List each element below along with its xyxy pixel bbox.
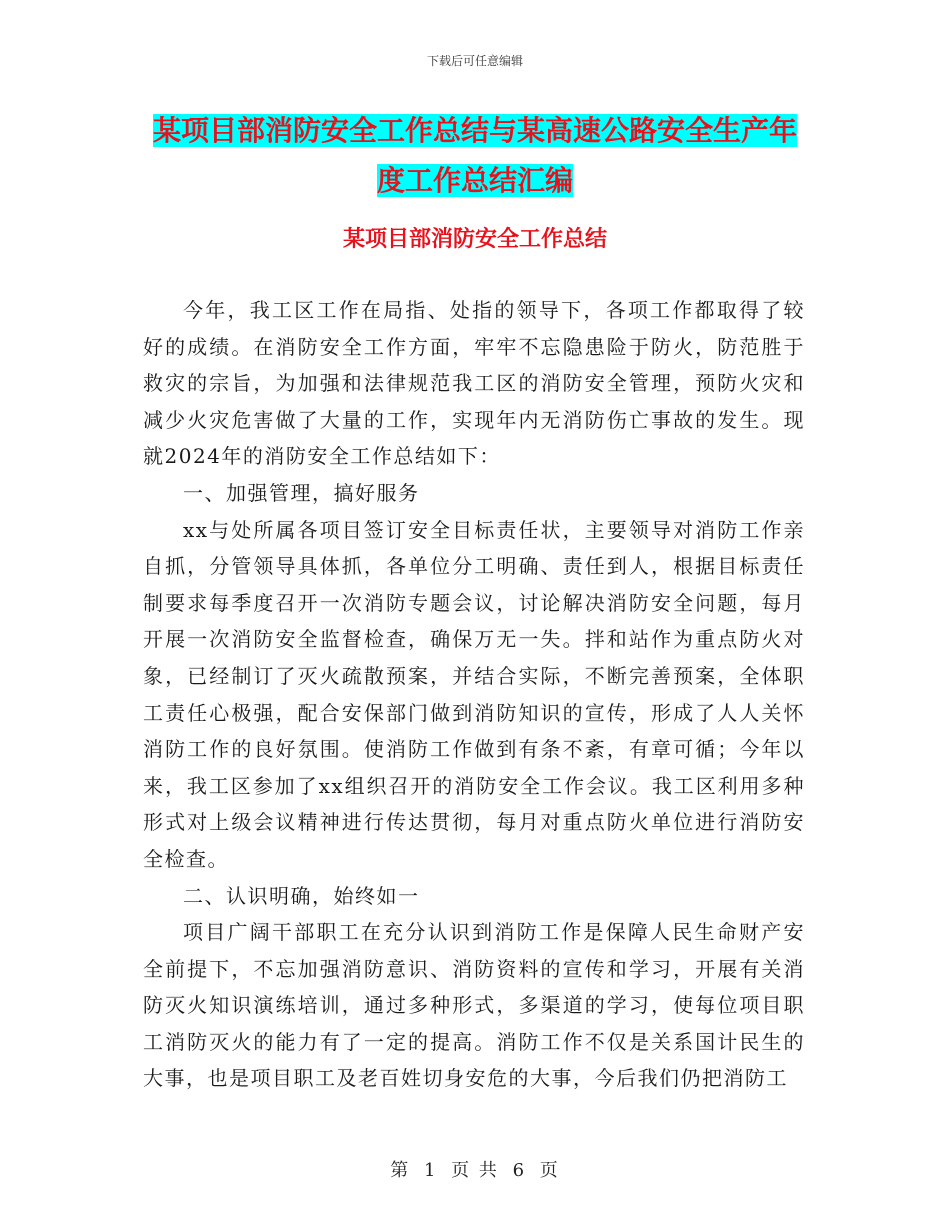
footer-mid: 页 共 [451,1160,499,1181]
paragraph: 今年，我工区工作在局指、处指的领导下，各项工作都取得了较好的成绩。在消防安全工作方面，牢牢不忘隐患险于防火，防范胜于救灾的宗旨，为加强和法律规范我工区的消防安全管理，预防火灾和减少火灾危害做了大量的工作，实现年内无消防伤亡事故的发生。现就2024年的消防安全工作总结如下： [143,298,805,469]
subheading: 一、加强管理，搞好服务 [183,480,420,505]
paragraph: 项目广阔干部职工在充分认识到消防工作是保障人民生命财产安全前提下，不忘加强消防意识、消防资料的宣传和学习，开展有关消防灭火知识演练培训，通过多种形式，多渠道的学习，使每位项目职工消防灭火的能力有了一定的提高。消防工作不仅是关系国计民生的大事，也是项目职工及老百姓切身安危的大事，今后我们仍把消防工 [143,920,805,1091]
header-note: 下载后可任意编辑 [426,54,523,68]
subheading: 二、认识明确，始终如一 [183,883,420,908]
page-total: 6 [512,1160,527,1181]
page-number: 1 [423,1160,438,1181]
paragraph: xx与处所属各项目签订安全目标责任状，主要领导对消防工作亲自抓，分管领导具体抓，各单位分工明确、责任到人，根据目标责任制要求每季度召开一次消防专题会议，讨论解决消防安全问题，每月开展一次消防安全监督检查，确保万无一失。拌和站作为重点防火对象，已经制订了灭火疏散预案，并结合实际，不断完善预案，全体职工责任心极强，配合安保部门做到消防知识的宣传，形成了人人关怀消防工作的良好氛围。使消防工作做到有条不紊，有章可循；今年以来，我工区参加了xx组织召开的消防安全工作会议。我工区利用多种形式对上级会议精神进行传达贯彻，每月对重点防火单位进行消防安全检查。 [143,517,805,871]
footer-prefix: 第 [390,1160,411,1181]
section-title: 某项目部消防安全工作总结 [342,226,607,252]
page-footer [0,1156,950,1182]
main-title-text: 某项目部消防安全工作总结与某高速公路安全生产年度工作总结汇编 [152,114,797,197]
footer-suffix: 页 [539,1160,560,1181]
main-title [140,106,810,206]
body-text [143,292,805,1097]
